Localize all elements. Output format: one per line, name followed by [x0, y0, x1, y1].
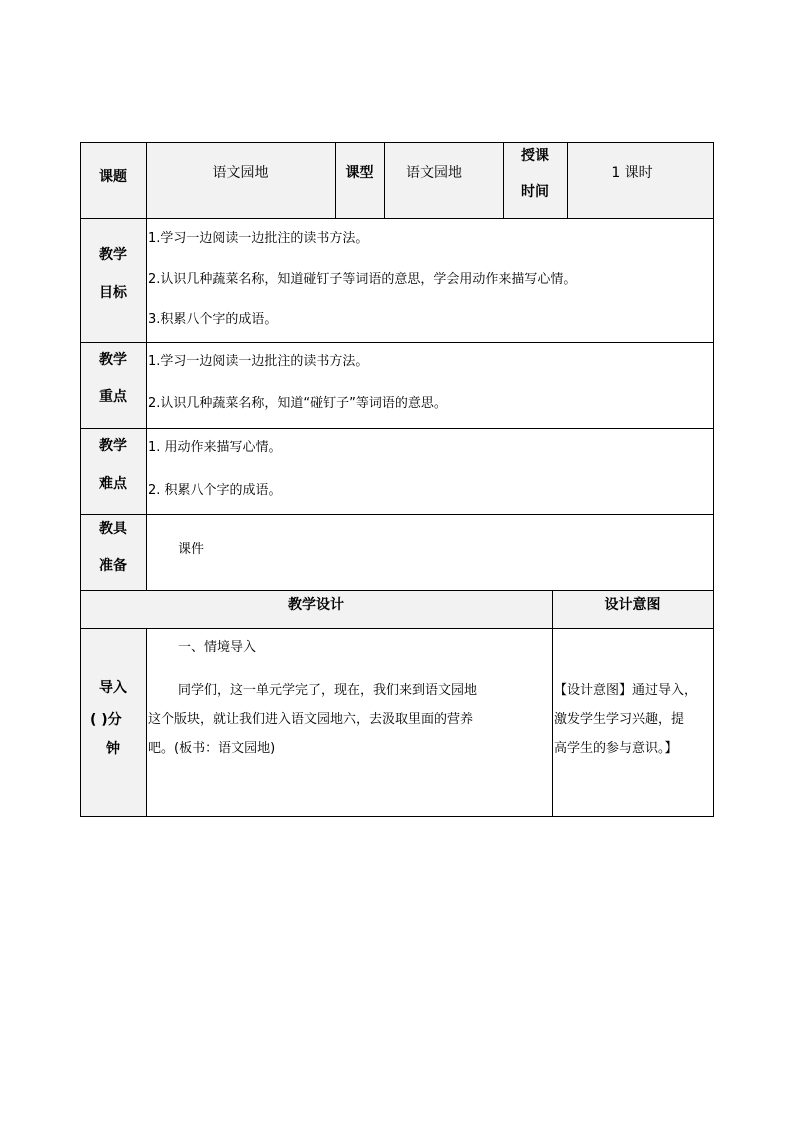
keypoint-item: 1.学习一边阅读一边批注的读书方法。	[148, 354, 369, 369]
objectives-label: 目标	[99, 285, 127, 301]
topic-label: 课题	[99, 169, 127, 185]
table-line	[713, 142, 714, 817]
materials-label: 准备	[99, 558, 127, 574]
keypoints-label: 教学	[99, 352, 127, 368]
type-value: 语文园地	[406, 165, 462, 181]
table-line	[552, 590, 553, 817]
intent-line: 高学生的参与意识。】	[554, 741, 678, 756]
time-label: 授课	[521, 148, 549, 164]
intent-line: 【设计意图】通过导入，	[554, 683, 698, 698]
topic-value: 语文园地	[212, 165, 269, 181]
difficulty-item: 2. 积累八个字的成语。	[148, 483, 282, 498]
table-line	[80, 628, 714, 629]
table-line	[80, 590, 714, 591]
design-header: 教学设计	[288, 597, 344, 613]
intro-label: 导入	[99, 680, 127, 696]
intro-line: 同学们，这一单元学完了，现在，我们来到语文园地	[178, 683, 478, 698]
objective-item: 2.认识几种蔬菜名称，知道碰钉子等词语的意思，学会用动作来描写心情。	[148, 272, 577, 287]
materials-value: 课件	[178, 542, 205, 557]
table-line	[146, 628, 147, 817]
label-col-shade-objectives	[80, 218, 146, 342]
table-line	[80, 342, 714, 343]
table-line	[146, 142, 147, 590]
difficulty-item: 1. 用动作来描写心情。	[148, 440, 282, 455]
objectives-label: 教学	[99, 247, 127, 263]
table-line	[80, 428, 714, 429]
difficulties-label: 教学	[99, 438, 127, 454]
keypoints-label: 重点	[99, 389, 127, 405]
intent-header: 设计意图	[604, 597, 661, 613]
intro-line: 这个版块，就让我们进入语文园地六，去汲取里面的营养	[148, 712, 474, 727]
table-line	[80, 514, 714, 515]
table-line	[80, 218, 714, 219]
table-line	[80, 816, 714, 817]
intent-line: 激发学生学习兴趣，提	[554, 712, 685, 727]
materials-label: 教具	[99, 521, 127, 537]
time-label: 时间	[521, 184, 549, 200]
intro-heading: 一、情境导入	[178, 640, 257, 655]
keypoint-item: 2.认识几种蔬菜名称，知道“碰钉子”等词语的意思。	[148, 396, 447, 411]
time-value: 1 课时	[611, 165, 653, 181]
intro-label: 钟	[106, 741, 120, 757]
difficulties-label: 难点	[99, 476, 127, 492]
type-label: 课型	[345, 165, 374, 181]
intro-minutes-label: ( )分	[90, 712, 122, 728]
objective-item: 3.积累八个字的成语。	[148, 312, 278, 327]
objective-item: 1.学习一边阅读一边批注的读书方法。	[148, 231, 369, 246]
table-line	[80, 142, 714, 143]
intro-line: 吧。(板书：语文园地)	[148, 741, 276, 756]
